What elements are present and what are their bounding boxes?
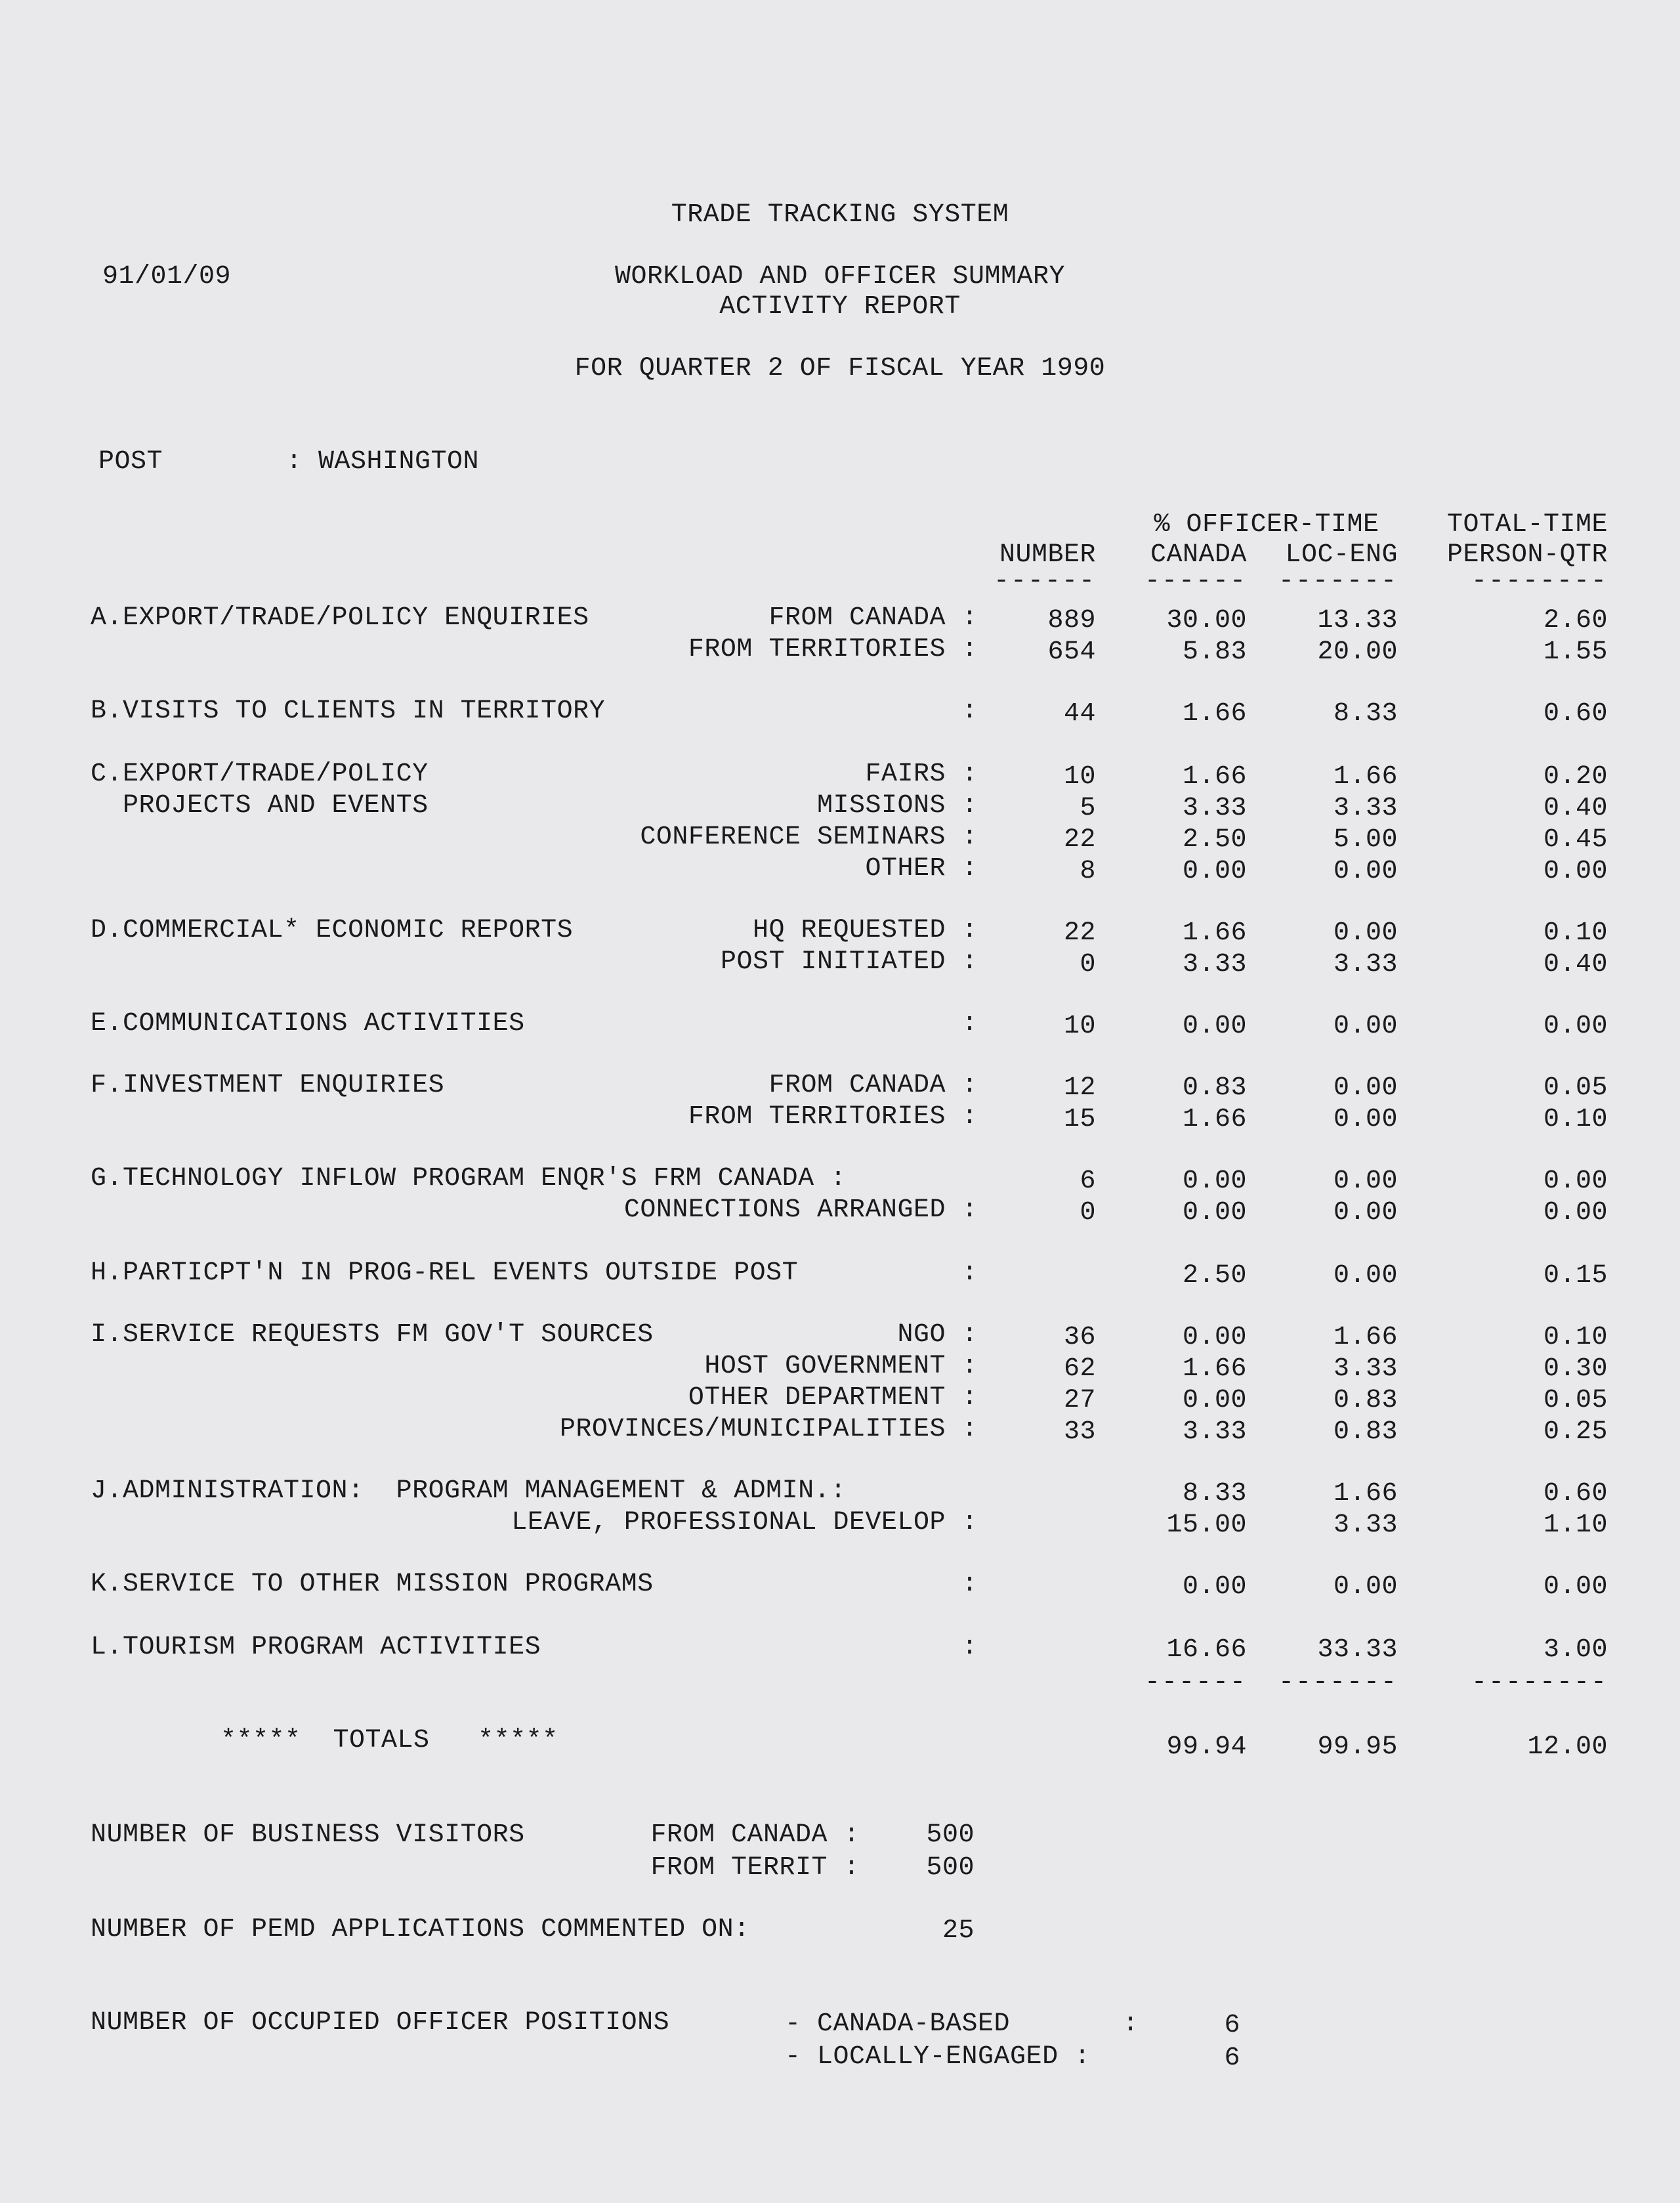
row-person-qtr: 0.60 [1543,1479,1608,1508]
row-person-qtr: 0.30 [1543,1354,1608,1384]
row-number: 12 [1063,1073,1096,1103]
row-number: 0 [1080,1198,1096,1228]
totals-loc-eng-underline: ------- [1278,1668,1398,1698]
row-sublabel: CONNECTIONS ARRANGED : [623,1195,978,1225]
row-label: E.COMMUNICATIONS ACTIVITIES [91,1009,525,1038]
row-loc-eng-pct: 33.33 [1317,1635,1398,1665]
row-number: 44 [1063,699,1096,729]
row-loc-eng-pct: 0.00 [1333,1198,1398,1228]
row-number: 36 [1063,1323,1096,1352]
officer-time-group-header: % OFFICER-TIME [1154,510,1379,540]
row-sublabel: FROM TERRITORIES : [688,1102,978,1132]
totals-canada: 99.94 [1166,1732,1247,1762]
row-canada-pct: 0.00 [1182,1386,1247,1415]
row-canada-pct: 0.00 [1182,1323,1247,1352]
row-person-qtr: 0.00 [1543,1572,1608,1602]
row-person-qtr: 0.00 [1543,1198,1608,1228]
row-person-qtr: 0.40 [1543,950,1608,979]
report-date: 91/01/09 [102,262,232,291]
row-sublabel: HOST GOVERNMENT : [704,1352,978,1381]
row-number: 6 [1080,1166,1096,1196]
row-canada-pct: 2.50 [1182,825,1247,855]
totals-person-qtr-underline: -------- [1471,1668,1608,1698]
row-loc-eng-pct: 3.33 [1333,950,1398,979]
person-qtr-underline: -------- [1471,567,1608,596]
row-sublabel: MISSIONS : [816,791,978,821]
row-label: C.EXPORT/TRADE/POLICY [91,759,429,789]
row-loc-eng-pct: 0.83 [1333,1417,1398,1447]
row-sublabel: HQ REQUESTED : [752,916,978,945]
row-sublabel: CONFERENCE SEMINARS : [640,823,978,852]
row-label: H.PARTICPT'N IN PROG-REL EVENTS OUTSIDE POST [91,1258,799,1288]
row-canada-pct: 0.00 [1182,1198,1247,1228]
business-visitors-label: NUMBER OF BUSINESS VISITORS [91,1820,525,1850]
row-person-qtr: 2.60 [1543,606,1608,635]
row-number: 33 [1063,1417,1096,1447]
row-person-qtr: 0.05 [1543,1073,1608,1103]
row-person-qtr: 0.20 [1543,762,1608,792]
row-person-qtr: 0.25 [1543,1417,1608,1447]
locally-engaged-label: - LOCALLY-ENGAGED : [785,2042,1091,2072]
row-loc-eng-pct: 5.00 [1333,825,1398,855]
row-canada-pct: 3.33 [1182,950,1247,979]
row-sublabel: : [961,1009,978,1038]
row-loc-eng-pct: 13.33 [1317,606,1398,635]
totals-loc-eng: 99.95 [1317,1732,1398,1762]
row-loc-eng-pct: 0.00 [1333,1166,1398,1196]
row-label: PROJECTS AND EVENTS [91,791,429,821]
row-number: 62 [1063,1354,1096,1384]
row-person-qtr: 0.10 [1543,918,1608,948]
row-person-qtr: 0.15 [1543,1261,1608,1291]
row-sublabel: : [961,696,978,726]
row-number: 10 [1063,1012,1096,1041]
total-time-header: TOTAL-TIME [1446,510,1608,540]
locally-engaged-value: 6 [1224,2043,1240,2073]
row-sublabel: FROM TERRITORIES : [688,635,978,664]
row-number: 5 [1080,794,1096,823]
row-canada-pct: 0.83 [1182,1073,1247,1103]
row-label: B.VISITS TO CLIENTS IN TERRITORY [91,696,606,726]
row-sublabel: FROM CANADA : [768,1071,978,1100]
row-sublabel: : [961,1633,978,1662]
canada-column-header: CANADA [1150,540,1247,570]
row-loc-eng-pct: 0.83 [1333,1386,1398,1415]
canada-based-value: 6 [1224,2011,1240,2040]
row-loc-eng-pct: 0.00 [1333,1572,1398,1602]
visitors-from-canada-value: 500 [926,1820,975,1850]
row-person-qtr: 0.05 [1543,1386,1608,1415]
row-sublabel: OTHER : [865,854,978,884]
row-number: 22 [1063,825,1096,855]
row-number: 15 [1063,1105,1096,1134]
row-person-qtr: 0.40 [1543,794,1608,823]
row-person-qtr: 0.45 [1543,825,1608,855]
row-person-qtr: 0.00 [1543,1012,1608,1041]
row-person-qtr: 1.55 [1543,637,1608,667]
row-canada-pct: 2.50 [1182,1261,1247,1291]
row-number: 8 [1080,857,1096,886]
row-person-qtr: 0.60 [1543,699,1608,729]
post-label: POST [98,447,163,477]
row-loc-eng-pct: 0.00 [1333,1105,1398,1134]
row-canada-pct: 16.66 [1166,1635,1247,1665]
row-person-qtr: 0.10 [1543,1105,1608,1134]
row-canada-pct: 0.00 [1182,1572,1247,1602]
number-underline: ------ [993,567,1096,596]
row-number: 889 [1047,606,1096,635]
row-sublabel: FAIRS : [865,759,978,789]
row-canada-pct: 3.33 [1182,1417,1247,1447]
row-loc-eng-pct: 1.66 [1333,1323,1398,1352]
row-canada-pct: 8.33 [1182,1479,1247,1508]
row-loc-eng-pct: 0.00 [1333,1073,1398,1103]
report-title-line-2: ACTIVITY REPORT [719,292,961,322]
row-canada-pct: 3.33 [1182,794,1247,823]
row-canada-pct: 1.66 [1182,1354,1247,1384]
person-qtr-column-header: PERSON-QTR [1446,540,1608,570]
row-number: 27 [1063,1386,1096,1415]
row-loc-eng-pct: 1.66 [1333,1479,1398,1508]
pemd-value: 25 [942,1916,975,1946]
row-loc-eng-pct: 0.00 [1333,857,1398,886]
row-label: F.INVESTMENT ENQUIRIES [91,1071,445,1100]
row-label: K.SERVICE TO OTHER MISSION PROGRAMS [91,1570,654,1599]
row-person-qtr: 3.00 [1543,1635,1608,1665]
row-sublabel: : [961,1570,978,1599]
row-sublabel: OTHER DEPARTMENT : [688,1383,978,1413]
number-column-header: NUMBER [999,540,1096,570]
row-label: D.COMMERCIAL* ECONOMIC REPORTS [91,916,574,945]
row-canada-pct: 0.00 [1182,1166,1247,1196]
visitors-from-territ-value: 500 [926,1853,975,1883]
row-loc-eng-pct: 3.33 [1333,794,1398,823]
row-canada-pct: 30.00 [1166,606,1247,635]
row-number: 22 [1063,918,1096,948]
row-loc-eng-pct: 3.33 [1333,1510,1398,1540]
row-canada-pct: 1.66 [1182,918,1247,948]
row-canada-pct: 1.66 [1182,699,1247,729]
report-period: FOR QUARTER 2 OF FISCAL YEAR 1990 [574,354,1106,383]
row-person-qtr: 0.10 [1543,1323,1608,1352]
pemd-label: NUMBER OF PEMD APPLICATIONS COMMENTED ON: [91,1915,750,1944]
row-sublabel: : [961,1258,978,1288]
row-canada-pct: 15.00 [1166,1510,1247,1540]
loc-eng-underline: ------- [1278,567,1398,596]
row-label: L.TOURISM PROGRAM ACTIVITIES [91,1633,541,1662]
visitors-from-canada-label: FROM CANADA : [650,1820,860,1850]
row-label: I.SERVICE REQUESTS FM GOV'T SOURCES [91,1320,654,1350]
canada-based-label: - CANADA-BASED : [785,2009,1139,2039]
row-number: 10 [1063,762,1096,792]
post-value: : WASHINGTON [286,447,480,477]
row-label: J.ADMINISTRATION: PROGRAM MANAGEMENT & ADMIN.: [91,1476,847,1506]
loc-eng-column-header: LOC-ENG [1285,540,1398,570]
row-canada-pct: 0.00 [1182,1012,1247,1041]
row-person-qtr: 0.00 [1543,857,1608,886]
row-canada-pct: 5.83 [1182,637,1247,667]
row-canada-pct: 1.66 [1182,1105,1247,1134]
system-title: TRADE TRACKING SYSTEM [671,200,1009,230]
row-person-qtr: 0.00 [1543,1166,1608,1196]
report-title-line-1: WORKLOAD AND OFFICER SUMMARY [614,262,1066,291]
row-number: 0 [1080,950,1096,979]
row-loc-eng-pct: 0.00 [1333,1261,1398,1291]
row-loc-eng-pct: 1.66 [1333,762,1398,792]
row-sublabel: NGO : [897,1320,978,1350]
row-label: A.EXPORT/TRADE/POLICY ENQUIRIES [91,603,589,633]
row-sublabel: FROM CANADA : [768,603,978,633]
row-sublabel: PROVINCES/MUNICIPALITIES : [559,1415,978,1444]
row-loc-eng-pct: 0.00 [1333,1012,1398,1041]
row-person-qtr: 1.10 [1543,1510,1608,1540]
row-sublabel: LEAVE, PROFESSIONAL DEVELOP : [511,1508,978,1537]
row-canada-pct: 0.00 [1182,857,1247,886]
totals-canada-underline: ------ [1144,1668,1247,1698]
row-loc-eng-pct: 20.00 [1317,637,1398,667]
canada-underline: ------ [1144,567,1247,596]
row-loc-eng-pct: 0.00 [1333,918,1398,948]
visitors-from-territ-label: FROM TERRIT : [650,1853,860,1883]
totals-person-qtr: 12.00 [1527,1732,1608,1762]
officer-positions-label: NUMBER OF OCCUPIED OFFICER POSITIONS [91,2008,670,2038]
row-label: G.TECHNOLOGY INFLOW PROGRAM ENQR'S FRM CANADA : [91,1164,847,1193]
totals-label: ***** TOTALS ***** [220,1726,558,1755]
row-canada-pct: 1.66 [1182,762,1247,792]
row-number: 654 [1047,637,1096,667]
row-sublabel: POST INITIATED : [720,947,978,977]
row-loc-eng-pct: 8.33 [1333,699,1398,729]
row-loc-eng-pct: 3.33 [1333,1354,1398,1384]
